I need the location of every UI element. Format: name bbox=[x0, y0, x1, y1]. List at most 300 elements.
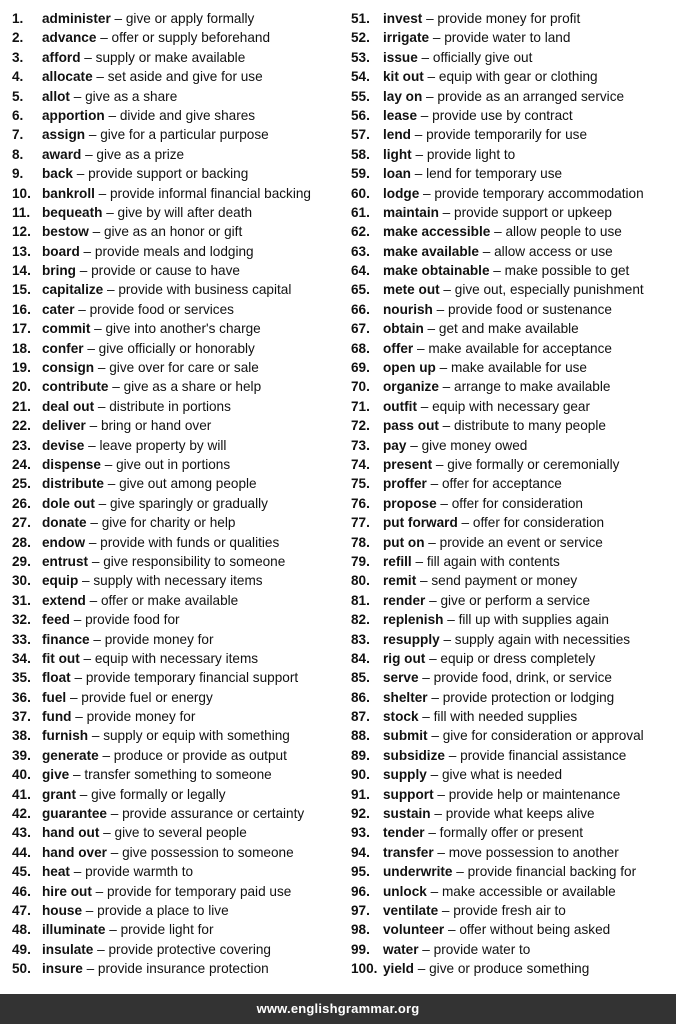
item-number: 40. bbox=[12, 767, 31, 783]
item-word: water bbox=[383, 941, 419, 957]
item-separator: – bbox=[439, 631, 455, 647]
item-word: hand out bbox=[42, 825, 100, 841]
word-list bbox=[0, 9, 676, 989]
item-number: 54. bbox=[351, 69, 370, 85]
list-item bbox=[351, 48, 673, 67]
item-definition: equip with gear or clothing bbox=[438, 69, 598, 85]
item-word: proffer bbox=[383, 476, 427, 492]
item-number: 52. bbox=[351, 30, 370, 46]
item-word: put on bbox=[383, 534, 425, 550]
item-definition: give for consideration or approval bbox=[442, 728, 644, 744]
item-word: generate bbox=[42, 747, 99, 763]
item-number: 21. bbox=[12, 398, 31, 414]
item-separator: – bbox=[106, 806, 123, 822]
list-item bbox=[351, 513, 673, 532]
word-list-column-right bbox=[351, 9, 673, 979]
list-item bbox=[12, 571, 342, 590]
item-definition: give for a particular purpose bbox=[100, 127, 269, 143]
item-word: distribute bbox=[42, 476, 104, 492]
item-definition: provide food or sustenance bbox=[447, 301, 612, 317]
item-number: 64. bbox=[351, 263, 370, 279]
item-definition: provide temporary accommodation bbox=[434, 185, 644, 201]
item-number: 38. bbox=[12, 728, 31, 744]
list-item bbox=[351, 823, 673, 842]
list-item bbox=[351, 843, 673, 862]
item-separator: – bbox=[84, 437, 100, 453]
item-definition: officially give out bbox=[432, 49, 533, 65]
item-word: deliver bbox=[42, 418, 86, 434]
item-number: 62. bbox=[351, 224, 370, 240]
item-word: subsidize bbox=[383, 747, 445, 763]
item-number: 69. bbox=[351, 360, 370, 376]
item-separator: – bbox=[106, 844, 123, 860]
list-item bbox=[12, 125, 342, 144]
item-number: 53. bbox=[351, 49, 370, 65]
item-number: 72. bbox=[351, 418, 370, 434]
footer-bar bbox=[0, 994, 676, 1024]
list-item bbox=[12, 707, 342, 726]
item-definition: give sparingly or gradually bbox=[109, 495, 268, 511]
item-definition: give by will after death bbox=[117, 204, 253, 220]
item-definition: give as a share or help bbox=[123, 379, 262, 395]
item-separator: – bbox=[85, 127, 101, 143]
list-item bbox=[12, 513, 342, 532]
item-word: unlock bbox=[383, 883, 427, 899]
item-number: 87. bbox=[351, 709, 370, 725]
item-separator: – bbox=[75, 786, 92, 802]
item-word: float bbox=[42, 670, 71, 686]
item-separator: – bbox=[105, 922, 121, 938]
item-number: 71. bbox=[351, 398, 370, 414]
item-number: 42. bbox=[12, 806, 31, 822]
list-item bbox=[12, 610, 342, 629]
item-word: remit bbox=[383, 573, 417, 589]
item-definition: give or produce something bbox=[429, 961, 590, 977]
list-item bbox=[351, 28, 673, 47]
item-definition: make available for acceptance bbox=[428, 340, 612, 356]
item-number: 66. bbox=[351, 301, 370, 317]
item-number: 74. bbox=[351, 456, 370, 472]
item-definition: offer for acceptance bbox=[441, 476, 562, 492]
item-number: 11. bbox=[12, 204, 31, 220]
item-separator: – bbox=[74, 301, 90, 317]
item-separator: – bbox=[98, 747, 114, 763]
item-separator: – bbox=[416, 573, 432, 589]
item-word: allot bbox=[42, 88, 70, 104]
item-word: illuminate bbox=[42, 922, 106, 938]
list-item bbox=[12, 959, 342, 978]
item-word: finance bbox=[42, 631, 90, 647]
item-definition: transfer something to someone bbox=[84, 767, 272, 783]
list-item bbox=[12, 765, 342, 784]
item-number: 2. bbox=[12, 30, 24, 46]
item-definition: equip with necessary gear bbox=[432, 398, 591, 414]
item-definition: give into another's charge bbox=[105, 321, 261, 337]
item-number: 28. bbox=[12, 534, 31, 550]
list-item bbox=[351, 300, 673, 319]
item-definition: produce or provide as output bbox=[113, 747, 287, 763]
item-word: support bbox=[383, 786, 434, 802]
item-word: issue bbox=[383, 49, 418, 65]
list-item bbox=[12, 474, 342, 493]
item-number: 7. bbox=[12, 127, 24, 143]
item-number: 90. bbox=[351, 767, 370, 783]
item-definition: make accessible or available bbox=[441, 883, 616, 899]
item-separator: – bbox=[83, 340, 99, 356]
item-separator: – bbox=[438, 902, 454, 918]
list-item bbox=[12, 843, 342, 862]
item-definition: provide what keeps alive bbox=[445, 806, 595, 822]
item-definition: lend for temporary use bbox=[426, 166, 563, 182]
list-item bbox=[12, 940, 342, 959]
item-number: 35. bbox=[12, 670, 31, 686]
item-number: 79. bbox=[351, 553, 370, 569]
item-definition: provide water to land bbox=[444, 30, 571, 46]
item-separator: – bbox=[78, 573, 94, 589]
item-word: maintain bbox=[383, 204, 439, 220]
list-item bbox=[12, 339, 342, 358]
list-item bbox=[351, 436, 673, 455]
item-word: back bbox=[42, 166, 73, 182]
item-number: 12. bbox=[12, 224, 31, 240]
list-item bbox=[12, 106, 342, 125]
item-word: organize bbox=[383, 379, 439, 395]
list-item bbox=[351, 203, 673, 222]
item-number: 26. bbox=[12, 495, 31, 511]
item-word: rig out bbox=[383, 650, 426, 666]
item-word: deal out bbox=[42, 398, 95, 414]
item-number: 33. bbox=[12, 631, 31, 647]
list-item bbox=[351, 145, 673, 164]
item-definition: provide use by contract bbox=[432, 107, 573, 123]
item-number: 32. bbox=[12, 612, 31, 628]
item-definition: allow access or use bbox=[494, 243, 613, 259]
item-number: 22. bbox=[12, 418, 31, 434]
item-separator: – bbox=[100, 456, 117, 472]
item-separator: – bbox=[86, 515, 102, 531]
item-word: underwrite bbox=[383, 864, 453, 880]
item-definition: provide with funds or qualities bbox=[100, 534, 280, 550]
item-separator: – bbox=[426, 883, 442, 899]
item-separator: – bbox=[410, 166, 427, 182]
item-definition: provide help or maintenance bbox=[448, 786, 621, 802]
item-word: feed bbox=[42, 612, 70, 628]
item-definition: provide food or services bbox=[89, 301, 234, 317]
item-number: 46. bbox=[12, 883, 31, 899]
item-number: 65. bbox=[351, 282, 370, 298]
list-item bbox=[12, 358, 342, 377]
item-number: 83. bbox=[351, 631, 370, 647]
item-number: 10. bbox=[12, 185, 31, 201]
item-separator: – bbox=[89, 631, 105, 647]
item-word: fund bbox=[42, 709, 72, 725]
list-item bbox=[12, 533, 342, 552]
list-item bbox=[351, 726, 673, 745]
item-separator: – bbox=[425, 650, 441, 666]
item-definition: make available for use bbox=[450, 360, 587, 376]
item-definition: arrange to make available bbox=[454, 379, 611, 395]
item-separator: – bbox=[82, 961, 98, 977]
list-item bbox=[12, 319, 342, 338]
item-definition: offer or make available bbox=[100, 592, 239, 608]
item-word: insulate bbox=[42, 941, 94, 957]
item-word: serve bbox=[383, 670, 419, 686]
item-number: 50. bbox=[12, 961, 31, 977]
item-separator: – bbox=[413, 340, 429, 356]
list-item bbox=[12, 804, 342, 823]
item-word: give bbox=[42, 767, 70, 783]
item-number: 60. bbox=[351, 185, 370, 201]
item-word: pass out bbox=[383, 418, 439, 434]
list-item bbox=[351, 591, 673, 610]
item-separator: – bbox=[72, 166, 89, 182]
item-number: 86. bbox=[351, 689, 370, 705]
item-definition: provide food for bbox=[85, 612, 180, 628]
item-number: 20. bbox=[12, 379, 31, 395]
item-number: 13. bbox=[12, 243, 31, 259]
item-separator: – bbox=[411, 553, 427, 569]
item-word: bestow bbox=[42, 224, 89, 240]
item-definition: give as a share bbox=[85, 88, 178, 104]
item-number: 59. bbox=[351, 166, 370, 182]
item-definition: offer without being asked bbox=[459, 922, 611, 938]
item-number: 6. bbox=[12, 107, 24, 123]
item-definition: equip with necessary items bbox=[94, 650, 259, 666]
list-item bbox=[12, 87, 342, 106]
item-word: apportion bbox=[42, 107, 105, 123]
item-number: 58. bbox=[351, 146, 370, 162]
item-separator: – bbox=[427, 728, 443, 744]
item-separator: – bbox=[490, 224, 506, 240]
item-number: 15. bbox=[12, 282, 31, 298]
list-item bbox=[351, 746, 673, 765]
item-definition: provide or cause to have bbox=[91, 263, 240, 279]
item-word: assign bbox=[42, 127, 86, 143]
list-item bbox=[351, 940, 673, 959]
list-item bbox=[12, 164, 342, 183]
list-item bbox=[351, 882, 673, 901]
item-separator: – bbox=[426, 767, 442, 783]
list-item bbox=[351, 862, 673, 881]
item-definition: fill with needed supplies bbox=[433, 709, 578, 725]
item-definition: provide protective covering bbox=[108, 941, 271, 957]
item-word: kit out bbox=[383, 69, 424, 85]
item-number: 55. bbox=[351, 88, 370, 104]
item-definition: give officially or honorably bbox=[98, 340, 255, 356]
item-number: 89. bbox=[351, 747, 370, 763]
item-separator: – bbox=[438, 204, 455, 220]
item-word: cater bbox=[42, 301, 75, 317]
list-item bbox=[12, 377, 342, 396]
item-separator: – bbox=[424, 825, 440, 841]
item-word: hire out bbox=[42, 883, 92, 899]
item-separator: – bbox=[452, 864, 468, 880]
list-item bbox=[12, 397, 342, 416]
item-definition: get and make available bbox=[438, 321, 579, 337]
item-definition: provide a place to live bbox=[97, 902, 229, 918]
list-item bbox=[12, 48, 342, 67]
item-separator: – bbox=[418, 709, 434, 725]
item-definition: provide informal financial backing bbox=[110, 185, 311, 201]
item-word: loan bbox=[383, 166, 411, 182]
item-definition: offer for consideration bbox=[451, 495, 583, 511]
item-definition: formally offer or present bbox=[439, 825, 583, 841]
item-definition: leave property by will bbox=[99, 437, 227, 453]
item-separator: – bbox=[429, 30, 445, 46]
list-item bbox=[12, 746, 342, 765]
item-separator: – bbox=[411, 146, 427, 162]
item-number: 73. bbox=[351, 437, 370, 453]
list-item bbox=[12, 630, 342, 649]
item-number: 39. bbox=[12, 747, 31, 763]
item-separator: – bbox=[96, 30, 112, 46]
item-separator: – bbox=[69, 612, 86, 628]
list-item bbox=[12, 823, 342, 842]
item-word: submit bbox=[383, 728, 428, 744]
list-item bbox=[12, 28, 342, 47]
list-item bbox=[351, 533, 673, 552]
item-definition: provide light to bbox=[426, 146, 516, 162]
item-separator: – bbox=[424, 534, 440, 550]
item-separator: – bbox=[103, 282, 119, 298]
item-definition: divide and give shares bbox=[119, 107, 256, 123]
item-word: offer bbox=[383, 340, 414, 356]
list-item bbox=[351, 222, 673, 241]
item-separator: – bbox=[66, 689, 82, 705]
item-separator: – bbox=[103, 476, 120, 492]
item-separator: – bbox=[104, 107, 120, 123]
item-number: 61. bbox=[351, 204, 370, 220]
item-word: entrust bbox=[42, 553, 89, 569]
item-definition: provide temporary financial support bbox=[85, 670, 299, 686]
item-number: 93. bbox=[351, 825, 370, 841]
item-word: bankroll bbox=[42, 185, 95, 201]
item-definition: provide warmth to bbox=[85, 864, 194, 880]
item-word: mete out bbox=[383, 282, 440, 298]
item-number: 94. bbox=[351, 844, 370, 860]
item-separator: – bbox=[436, 495, 452, 511]
item-separator: – bbox=[71, 709, 87, 725]
item-word: propose bbox=[383, 495, 437, 511]
item-word: replenish bbox=[383, 612, 444, 628]
item-word: donate bbox=[42, 515, 87, 531]
item-word: lease bbox=[383, 107, 418, 123]
item-word: render bbox=[383, 592, 426, 608]
list-item bbox=[351, 630, 673, 649]
list-item bbox=[12, 862, 342, 881]
item-definition: distribute to many people bbox=[454, 418, 606, 434]
item-separator: – bbox=[69, 767, 85, 783]
item-word: capitalize bbox=[42, 282, 104, 298]
list-item bbox=[12, 785, 342, 804]
item-separator: – bbox=[443, 612, 459, 628]
item-number: 17. bbox=[12, 321, 31, 337]
item-definition: give to several people bbox=[114, 825, 247, 841]
item-definition: give formally or ceremonially bbox=[447, 456, 620, 472]
list-item bbox=[351, 184, 673, 203]
list-item bbox=[351, 901, 673, 920]
item-word: irrigate bbox=[383, 30, 430, 46]
list-item bbox=[351, 339, 673, 358]
item-number: 3. bbox=[12, 49, 24, 65]
item-number: 4. bbox=[12, 69, 24, 85]
item-separator: – bbox=[70, 670, 86, 686]
item-definition: provide money for bbox=[86, 709, 196, 725]
item-number: 27. bbox=[12, 515, 31, 531]
item-definition: move possession to another bbox=[448, 844, 619, 860]
item-separator: – bbox=[444, 747, 461, 763]
list-item bbox=[351, 242, 673, 261]
item-word: board bbox=[42, 243, 80, 259]
list-item bbox=[12, 416, 342, 435]
item-word: shelter bbox=[383, 689, 428, 705]
item-definition: provide financial backing for bbox=[467, 864, 637, 880]
list-item bbox=[351, 610, 673, 629]
item-definition: give out in portions bbox=[116, 456, 231, 472]
item-word: consign bbox=[42, 360, 95, 376]
item-definition: supply with necessary items bbox=[93, 573, 263, 589]
list-item bbox=[351, 688, 673, 707]
item-separator: – bbox=[433, 844, 449, 860]
item-separator: – bbox=[425, 592, 441, 608]
item-word: heat bbox=[42, 864, 70, 880]
item-separator: – bbox=[413, 961, 430, 977]
list-item bbox=[351, 280, 673, 299]
item-definition: supply again with necessities bbox=[454, 631, 631, 647]
item-separator: – bbox=[85, 534, 101, 550]
item-word: dole out bbox=[42, 495, 95, 511]
item-separator: – bbox=[417, 49, 433, 65]
item-separator: – bbox=[406, 437, 422, 453]
item-number: 44. bbox=[12, 844, 31, 860]
list-item bbox=[12, 145, 342, 164]
item-definition: supply or make available bbox=[95, 49, 246, 65]
item-number: 95. bbox=[351, 864, 370, 880]
list-item bbox=[12, 901, 342, 920]
item-word: endow bbox=[42, 534, 86, 550]
item-definition: provide protection or lodging bbox=[442, 689, 615, 705]
item-word: make accessible bbox=[383, 224, 491, 240]
item-number: 41. bbox=[12, 786, 31, 802]
list-item bbox=[351, 920, 673, 939]
item-definition: provide support or upkeep bbox=[454, 204, 612, 220]
item-separator: – bbox=[439, 282, 455, 298]
item-definition: make possible to get bbox=[504, 263, 630, 279]
item-separator: – bbox=[93, 941, 109, 957]
list-item bbox=[351, 67, 673, 86]
list-item bbox=[12, 649, 342, 668]
item-word: bequeath bbox=[42, 204, 103, 220]
item-separator: – bbox=[90, 321, 106, 337]
item-number: 49. bbox=[12, 941, 31, 957]
item-separator: – bbox=[85, 418, 101, 434]
list-item bbox=[351, 125, 673, 144]
list-item bbox=[351, 358, 673, 377]
item-definition: set aside and give for use bbox=[107, 69, 263, 85]
list-item bbox=[351, 804, 673, 823]
item-separator: – bbox=[426, 476, 442, 492]
item-definition: distribute in portions bbox=[109, 398, 231, 414]
item-definition: provide fresh air to bbox=[453, 902, 566, 918]
list-item bbox=[351, 474, 673, 493]
item-number: 24. bbox=[12, 456, 31, 472]
item-word: advance bbox=[42, 30, 97, 46]
item-separator: – bbox=[99, 825, 115, 841]
item-word: obtain bbox=[383, 321, 424, 337]
item-number: 51. bbox=[351, 11, 370, 26]
list-item bbox=[12, 920, 342, 939]
item-word: light bbox=[383, 146, 412, 162]
